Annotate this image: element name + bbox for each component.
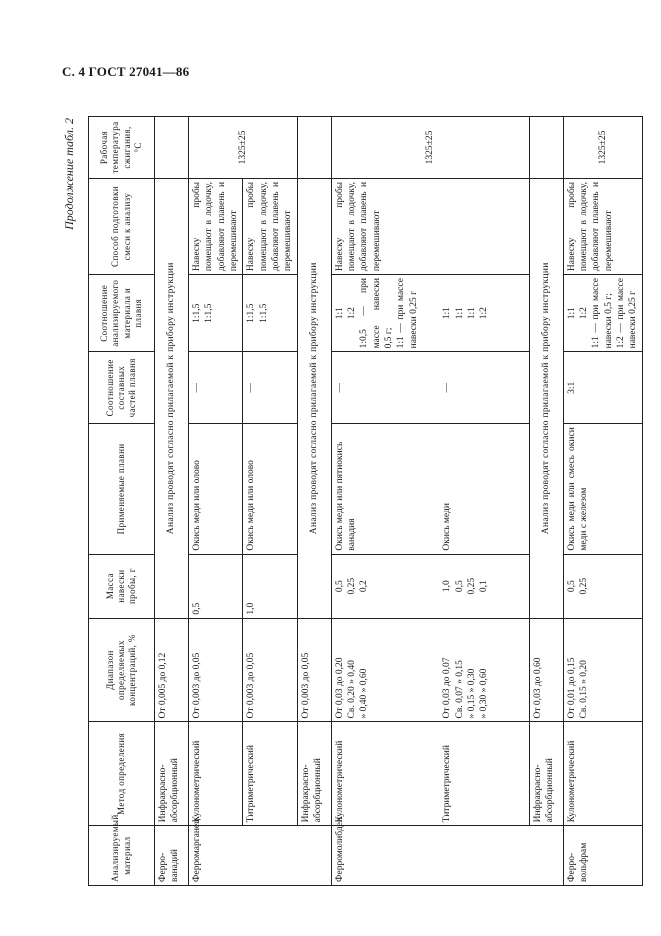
- method-cell: Кулонометрический: [189, 722, 243, 826]
- ratio-line: 1:2: [479, 307, 490, 320]
- temp-cell: 1325±25: [189, 117, 298, 179]
- table-row: [529, 117, 563, 886]
- ratio-line: 1:1: [466, 307, 477, 320]
- ratio-sample-cell: [189, 275, 243, 352]
- method-cell: Инфракрасно-абсорбционный: [529, 722, 563, 826]
- material-cell: Ферромарганец: [189, 826, 332, 886]
- range-cell: [331, 618, 439, 722]
- temp-cell: 1325±25: [331, 117, 529, 179]
- ratio-sample-cell: [243, 275, 297, 352]
- temp-cell: [529, 117, 563, 179]
- ratio-line: 1:1 — при массе навески 0,25 г: [396, 278, 419, 349]
- range-line: Св. 0,07 » 0,15: [454, 660, 465, 719]
- method-cell: Кулонометрический: [563, 722, 642, 826]
- ratio-line: 1:2 — при массе навески 0,25 г: [616, 278, 639, 349]
- ratio-line: 1:1,5: [204, 303, 215, 323]
- range-line: От 0,03 до 0,20: [334, 657, 345, 719]
- mass-cell: [439, 554, 529, 618]
- material-cell: Ферро-вольфрам: [563, 826, 642, 886]
- fluxes-cell: Окись меди или смесь окиси меди с железом: [563, 424, 642, 554]
- fluxes-cell: Окись меди или олово: [189, 424, 243, 554]
- method-cell: Титриметрический: [243, 722, 297, 826]
- range-line: Св. 0,15 » 0,20: [579, 660, 590, 719]
- instruction-note: Анализ проводят согласно прилагаемой к прибору инструкции: [155, 178, 189, 618]
- prep-cell: Навеску пробы помещают в лодочку, добавляют плавень и перемешивают: [331, 178, 439, 274]
- prep-cell: [439, 178, 529, 274]
- mass-line: 0,25: [579, 577, 590, 595]
- range-cell: От 0,03 до 0,60: [529, 618, 563, 722]
- header-ratio-sample: Соотношение анализируемого материала и плавня: [89, 275, 155, 352]
- table-row: [155, 117, 189, 886]
- temp-cell: 1325±25: [563, 117, 642, 179]
- temp-cell: [297, 117, 331, 179]
- prep-cell: Навеску пробы помещают в лодочку, добавляют плавень и перемешивают: [189, 178, 243, 274]
- ratio-line: 1:1: [334, 307, 345, 320]
- ratio-parts-cell: 3:1: [563, 352, 642, 424]
- method-cell: Инфракрасно-абсорбционный: [297, 722, 331, 826]
- header-method: Метод определения: [89, 722, 155, 826]
- header-ratio-parts: Соотношение составных частей плавня: [89, 352, 155, 424]
- ratio-parts-cell: —: [331, 352, 439, 424]
- range-line: От 0,01 до 0,15: [566, 657, 577, 719]
- method-cell: Инфракрасно-абсорбционный: [155, 722, 189, 826]
- method-cell: Кулонометрический: [331, 722, 439, 826]
- header-material: Анализируемый материал: [89, 826, 155, 886]
- mass-line: 0,2: [359, 580, 370, 593]
- mass-cell: 0,5: [189, 554, 243, 618]
- mass-line: 0,25: [466, 577, 477, 595]
- header-fluxes: Применяемые плавни: [89, 424, 155, 554]
- ratio-parts-cell: —: [439, 352, 529, 424]
- ratio-line: 1:0,5 — при массе навески 0,5 г;: [359, 278, 395, 349]
- range-cell: [439, 618, 529, 722]
- fluxes-cell: Окись меди: [439, 424, 529, 554]
- range-cell: От 0,003 до 0,05: [189, 618, 243, 722]
- ratio-parts-cell: —: [189, 352, 243, 424]
- table-row: [243, 117, 297, 886]
- mass-cell: 1,0: [243, 554, 297, 618]
- table-row: [439, 117, 529, 886]
- range-cell: От 0,003 до 0,05: [297, 618, 331, 722]
- mass-cell: [331, 554, 439, 618]
- method-cell: Титриметрический: [439, 722, 529, 826]
- instruction-note: Анализ проводят согласно прилагаемой к прибору инструкции: [529, 178, 563, 618]
- range-line: » 0,30 » 0,60: [479, 668, 490, 719]
- prep-cell: Навеску пробы помещают в лодочку, добавляют плавень и перемешивают: [243, 178, 297, 274]
- mass-line: 0,25: [347, 577, 358, 595]
- material-cell: Ферро-ванадий: [155, 826, 189, 886]
- mass-cell: [563, 554, 642, 618]
- mass-line: 1,0: [442, 580, 453, 593]
- ratio-line: 1:1,5: [258, 303, 269, 323]
- table-row: [189, 117, 243, 886]
- ratio-line: 1:1,5: [246, 303, 257, 323]
- fluxes-cell: Окись меди или олово: [243, 424, 297, 554]
- range-line: Св. 0,20 » 0,40: [347, 660, 358, 719]
- header-prep: Способ подготовки смеси к анализу: [89, 178, 155, 274]
- table-caption: Продолжение табл. 2: [62, 118, 76, 230]
- header-range: Диапазон определяемых концентраций, %: [89, 618, 155, 722]
- mass-line: 0,5: [566, 580, 577, 593]
- range-cell: [563, 618, 642, 722]
- range-cell: От 0,005 до 0,12: [155, 618, 189, 722]
- instruction-note: Анализ проводят согласно прилагаемой к прибору инструкции: [297, 178, 331, 618]
- ratio-line: 1:1: [454, 307, 465, 320]
- ratio-line: 1:1 — при массе навески 0,5 г;: [591, 278, 614, 349]
- ratio-line: 1:2: [579, 307, 590, 320]
- ratio-sample-cell: [563, 275, 642, 352]
- prep-cell: Навеску пробы помещают в лодочку, добавляют плавень и перемешивают: [563, 178, 642, 274]
- rotated-table-container: [62, 116, 639, 886]
- table-row: [563, 117, 642, 886]
- material-cell: Ферромолибден: [331, 826, 563, 886]
- table-2-continued: [88, 116, 643, 886]
- ratio-line: 1:1: [566, 307, 577, 320]
- range-line: От 0,03 до 0,07: [442, 657, 453, 719]
- range-line: » 0,40 » 0,60: [359, 668, 370, 719]
- ratio-line: 1:1: [442, 307, 453, 320]
- temp-cell: [155, 117, 189, 179]
- ratio-line: 1:1,5: [192, 303, 202, 323]
- table-row: [331, 117, 439, 886]
- ratio-sample-cell: [439, 275, 529, 352]
- ratio-parts-cell: —: [243, 352, 297, 424]
- page-header: С. 4 ГОСТ 27041—86: [62, 64, 190, 79]
- table-row: [297, 117, 331, 886]
- ratio-sample-cell: [331, 275, 439, 352]
- mass-line: 0,1: [479, 580, 490, 593]
- mass-line: 0,5: [454, 580, 465, 593]
- range-cell: От 0,003 до 0,05: [243, 618, 297, 722]
- range-line: » 0,15 » 0,30: [466, 668, 477, 719]
- header-mass: Масса навески пробы, г: [89, 554, 155, 618]
- ratio-line: 1:2: [347, 307, 358, 320]
- header-temp: Рабочая температура сжигания, °С: [89, 117, 155, 179]
- mass-line: 0,5: [334, 580, 345, 593]
- fluxes-cell: Окись меди или пятиокись ванадия: [331, 424, 439, 554]
